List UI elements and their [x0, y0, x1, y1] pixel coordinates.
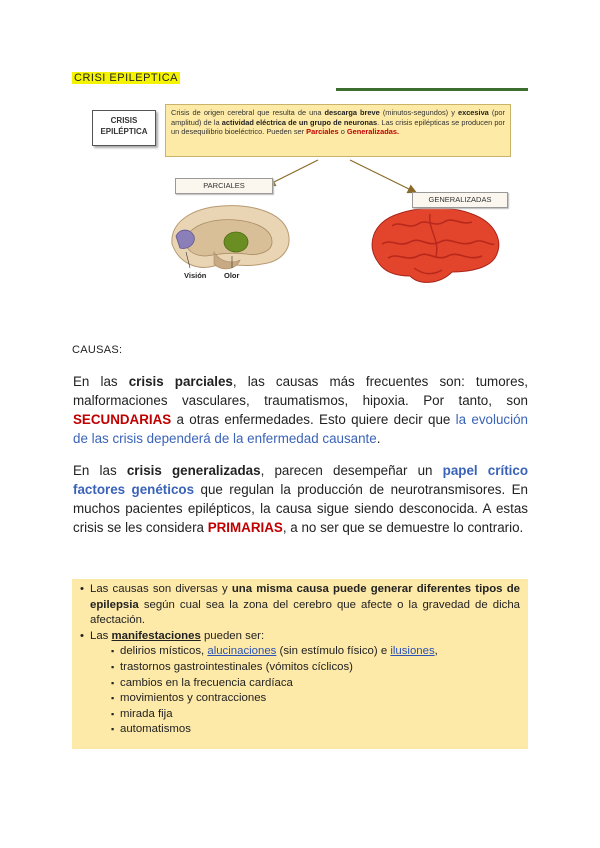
p2-blue-factores-geneticos: papel crítico factores genéticos	[73, 463, 528, 497]
def-red-parciales: Parciales	[306, 127, 339, 137]
s2-text-2: pueden ser:	[200, 629, 265, 642]
p1-text-3: a otras enfermedades. Esto quiere decir que	[171, 412, 456, 427]
generalizadas-label: GENERALIZADAS	[412, 192, 508, 208]
s2-bold-manifestaciones: manifestaciones	[111, 629, 201, 642]
sub-item-movimientos: ▪ movimientos y contracciones	[90, 691, 520, 707]
sub1-text-3: ,	[434, 645, 438, 658]
p2-red-primarias: PRIMARIAS	[207, 520, 283, 535]
causas-heading: CAUSAS:	[72, 344, 123, 356]
p2-text-4: , a no ser que se demuestre lo contrario.	[282, 520, 524, 535]
sub-item-trastornos: ▪ trastornos gastrointestinales (vómitos cíclicos)	[90, 660, 520, 676]
def-text-3: (por amplitud) de la	[171, 108, 506, 127]
p1-bold-crisis-parciales: crisis parciales	[128, 374, 233, 389]
manifestaciones-sublist	[90, 644, 520, 738]
causas-paragraph-parciales	[73, 372, 528, 448]
sub1-text-1: delirios místicos,	[120, 645, 208, 658]
summary-item-causas	[80, 582, 520, 629]
causas-paragraph-generalizadas	[73, 461, 528, 537]
vision-label: Visión	[184, 271, 207, 280]
p1-text-2: , las causas más frecuentes son: tumores, malformaciones vasculares, traumatismos, hipoxia. Por tanto, son	[73, 374, 528, 408]
summary-box	[72, 579, 528, 749]
def-red-generalizadas: Generalizadas.	[346, 127, 400, 137]
def-bold-3: actividad eléctrica de un grupo de neuronas	[221, 117, 378, 127]
s1-bold: una misma causa puede generar diferentes tipos de epilepsia	[90, 583, 520, 611]
p2-text-3: que regulan la producción de neurotransmisores. En muchos pacientes epilépticos, la causa sigue siendo desconocida. A estas crisis se les considera	[73, 482, 529, 535]
diagram-arrows	[0, 0, 600, 300]
parciales-label: PARCIALES	[175, 178, 273, 194]
red-brain-illustration	[372, 208, 499, 282]
def-text-4: . Las crisis epilépticas se producen por un desequilibrio bioeléctrico. Pueden ser	[171, 117, 505, 137]
crisis-box-line1: CRISIS	[110, 116, 138, 125]
p2-text-2: , parecen desempeñar un	[260, 463, 443, 478]
summary-item-manifestaciones	[80, 629, 520, 738]
crisis-box-line2: EPILÉPTICA	[100, 127, 148, 136]
sub1-text-2: (sin estímulo físico) e	[276, 645, 391, 658]
alucinaciones-link[interactable]: alucinaciones	[207, 645, 277, 658]
sub-item-automatismos: ▪ automatismos	[90, 722, 520, 738]
ilusiones-link[interactable]: ilusiones	[390, 645, 435, 658]
sub-item-delirios	[90, 644, 520, 660]
p2-bold-crisis-generalizadas: crisis generalizadas	[126, 463, 261, 478]
sub-item-mirada: ▪ mirada fija	[90, 707, 520, 723]
def-text-5: o	[338, 127, 347, 137]
def-bold-2: excesiva	[457, 108, 489, 117]
arrow-to-generalizadas	[350, 160, 415, 192]
s1-text-2: según cual sea la zona del cerebro que afecte o la gravedad de dicha afectación.	[90, 598, 520, 627]
s1-text-1: Las causas son diversas y	[90, 583, 232, 595]
p1-blue-evolucion: la evolución de las crisis dependerá de la enfermedad causante	[73, 412, 528, 446]
def-text-2: (minutos-segundos) y	[379, 108, 458, 117]
def-text-1: Crisis de origen cerebral que resulta de una	[171, 108, 325, 117]
olor-label: Olor	[224, 271, 240, 280]
medial-brain-illustration	[172, 206, 289, 269]
p2-text-1: En las	[73, 463, 127, 478]
page-title: CRISI EPILEPTICA	[74, 72, 178, 84]
arrow-to-parciales	[268, 160, 318, 185]
sub-item-frecuencia: ▪ cambios en la frecuencia cardíaca	[90, 676, 520, 692]
s2-text-1: Las	[90, 629, 112, 642]
p1-text-1: En las	[73, 374, 129, 389]
summary-list	[80, 582, 520, 738]
p1-text-4: .	[376, 431, 381, 446]
p1-red-secundarias: SECUNDARIAS	[73, 412, 172, 427]
def-bold-1: descarga breve	[324, 108, 380, 117]
